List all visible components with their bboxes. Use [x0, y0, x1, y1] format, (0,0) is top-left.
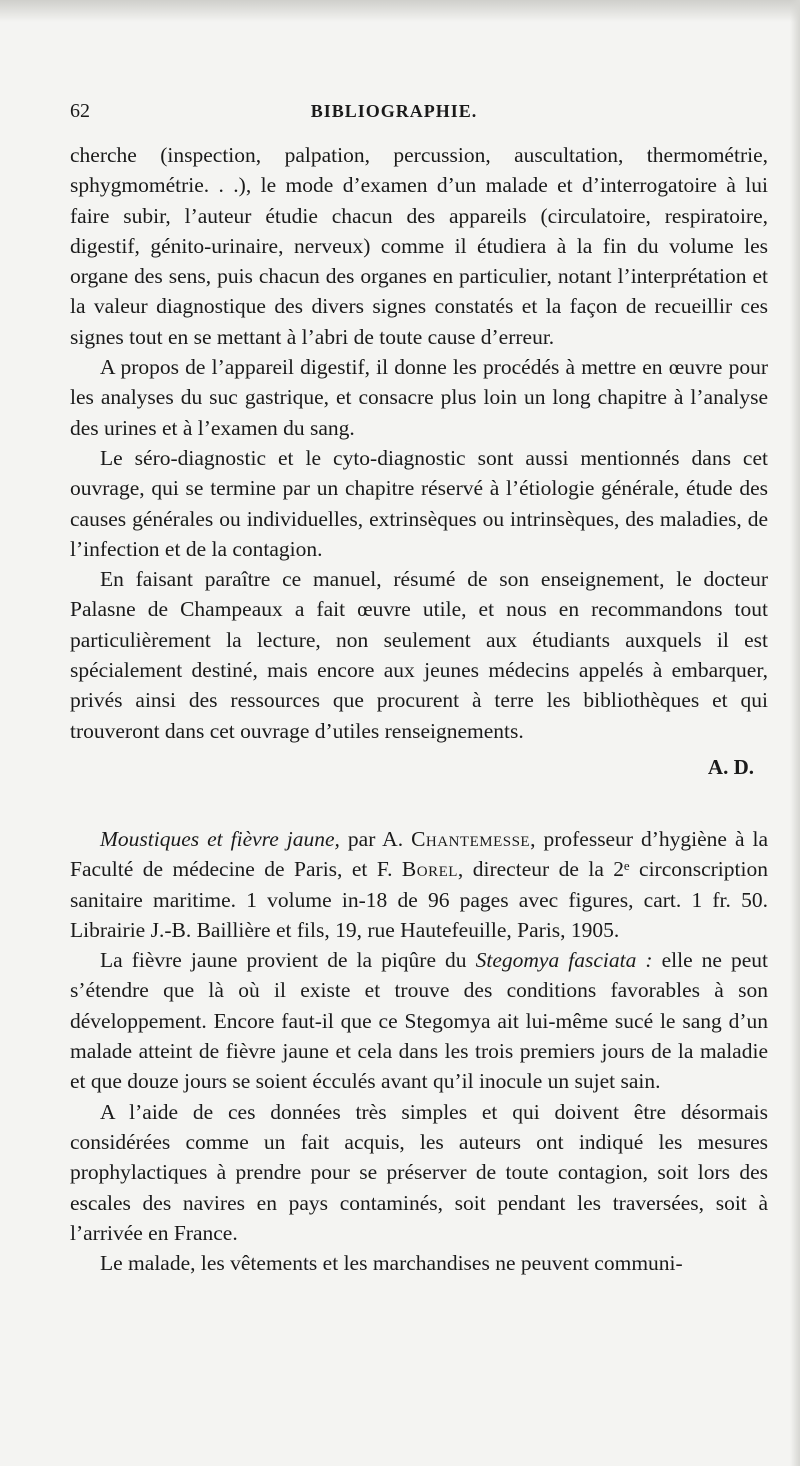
review1-paragraph-1: cherche (inspection, palpation, percussion, auscultation, thermométrie, sphygmométrie. . .), le mode d’examen d’un malade et d’interrogatoire à lui faire subir, l’auteur étudie chacun des appareils (circulatoire, respiratoire, digestif, génito-urinaire, nerveux) comme il étudiera à la fin du volume les organe des sens, puis chacun des organes en particulier, notant l’interprétation et la valeur diagnostique des divers signes constatés et la façon de recueillir ces signes tout en se mettant à l’abri de toute cause d’erreur. — [70, 143, 768, 349]
review-section-1 — [70, 140, 768, 782]
page-header — [70, 100, 768, 130]
review2-paragraph-1-start: La fièvre jaune provient de la piqûre du — [100, 948, 476, 973]
species-name: Stegomya fasciata : — [475, 948, 653, 973]
author-2: Borel — [401, 857, 458, 882]
book-title: Moustiques et fièvre jaune, — [100, 826, 340, 851]
review2-citation — [70, 824, 768, 945]
running-title: BIBLIOGRAPHIE. — [310, 101, 478, 121]
page-number: 62 — [70, 100, 90, 122]
citation-part-2: , professeur d’hygiène à la Faculté de médecine de Paris, et F. — [70, 826, 769, 882]
scan-right-edge — [790, 0, 800, 1466]
review2-paragraph-2: A l’aide de ces données très simples et qui doivent être désormais considérées comme un fait acquis, les auteurs ont indiqué les mesures prophylactiques à prendre pour se préserver de toute contagion, soit lors des escales des navires en pays contaminés, soit pendant les traversées, soit à l’arrivée en France. — [70, 1099, 768, 1245]
review2-paragraph-1 — [70, 945, 768, 1096]
page-body — [70, 100, 768, 1278]
review1-paragraph-2: A propos de l’appareil digestif, il donne les procédés à mettre en œuvre pour les analyses du suc gastrique, et consacre plus loin un long chapitre à l’analyse des urines et à l’examen du sang. — [70, 355, 768, 440]
citation-part-3: , directeur de la 2ᵉ circonscription sanitaire maritime. 1 volume in-18 de 96 pages avec figures, cart. 1 fr. 50. Librairie J.-B. Baillière et fils, 19, rue Hautefeuille, Paris, 1905. — [70, 857, 768, 942]
section-gap — [70, 782, 768, 824]
review2-paragraph-3: Le malade, les vêtements et les marchandises ne peuvent communi- — [100, 1251, 683, 1276]
review2-paragraph-1-end: elle ne peut s’étendre que là où il existe et trouve des conditions favorables à son développement. Encore faut-il que ce Stegomya ait lui-même sucé le sang d’un malade atteint de fièvre jaune et cela dans les trois premiers jours de la maladie et que douze jours se soient écculés avant qu’il inocule un sujet sain. — [70, 948, 769, 1094]
review1-signature: A. D. — [707, 754, 754, 779]
scan-top-shadow — [0, 0, 800, 22]
review1-paragraph-4: En faisant paraître ce manuel, résumé de son enseignement, le docteur Palasne de Champeaux a fait œuvre utile, et nous en recommandons tout particulièrement la lecture, non seulement aux étudiants auxquels il est spécialement destiné, mais encore aux jeunes médecins appelés à embarquer, privés ainsi des ressources que procurent à terre les bibliothèques et qui trouveront dans cet ouvrage d’utiles renseignements. — [70, 567, 768, 743]
review-section-2 — [70, 824, 768, 1278]
citation-part-1: par A. — [339, 826, 412, 851]
author-1: Chantemesse — [411, 826, 531, 851]
review1-paragraph-3: Le séro-diagnostic et le cyto-diagnostic sont aussi mentionnés dans cet ouvrage, qui se termine par un chapitre réservé à l’étiologie générale, étude des causes générales ou individuelles, extrinsèques ou intrinsèques, des maladies, de l’infection et de la contagion. — [70, 445, 768, 561]
